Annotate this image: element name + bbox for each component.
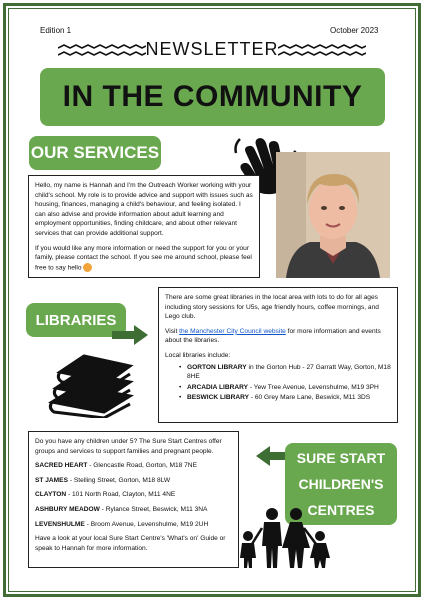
arrow-right-icon xyxy=(112,325,148,345)
family-icon xyxy=(232,506,336,568)
books-icon xyxy=(48,352,134,418)
libraries-text-box xyxy=(158,287,398,423)
libraries-list xyxy=(165,363,391,403)
services-paragraph-2: If you would like any more information or need the support for you or your family, please contact the school. If you see me around school, please feel free to say hello xyxy=(35,244,252,271)
list-item: • GORTON LIBRARY in the Gorton Hub - 27 Garratt Way, Gorton, M18 8HE xyxy=(179,363,391,382)
surestart-intro: Do you have any children under 5? The Sure Start Centres offer groups and services to support families and pregnant people. xyxy=(35,438,222,455)
services-paragraph-1: Hello, my name is Hannah and I'm the Outreach Worker working with your child's school. My role is to provide advice and support with issues such as housing, finances, managing a child's behaviour, and feeling isolated. I can also advise and provide information about adult learning and employment opportunities, finding childcare, and about other relevant services that can provide additional support. xyxy=(35,182,253,237)
list-item: CLAYTON - 101 North Road, Clayton, M11 4NE xyxy=(35,491,176,499)
smiley-emoji-icon xyxy=(83,263,92,272)
list-item: ST JAMES - Stelling Street, Gorton, M18 8LW xyxy=(35,476,171,484)
libraries-local-label: Local libraries include: xyxy=(165,351,231,359)
council-website-link[interactable]: the Manchester City Council website xyxy=(179,327,286,335)
title-banner xyxy=(40,68,385,126)
newsletter-heading: NEWSLETTER xyxy=(145,39,279,59)
zigzag-right-decoration xyxy=(278,44,366,58)
libraries-heading: LIBRARIES xyxy=(26,303,126,337)
list-item: LEVENSHULME - Broom Avenue, Levenshulme, M19 2UH xyxy=(35,520,209,528)
surestart-heading: SURE START CHILDREN'S CENTRES xyxy=(285,443,397,525)
list-item: ASHBURY MEADOW - Rylance Street, Beswick, M11 3NA xyxy=(35,505,208,513)
list-item: • BESWICK LIBRARY - 60 Grey Mare Lane, Beswick, M11 3DS xyxy=(179,393,391,403)
page-title: IN THE COMMUNITY xyxy=(62,80,363,113)
services-heading: OUR SERVICES xyxy=(29,136,161,170)
surestart-closing: Have a look at your local Sure Start Centre's 'What's on' Guide or speak to Hannah for more information. xyxy=(35,535,226,552)
libraries-visit: Visit the Manchester City Council website for more information and events about the libraries. xyxy=(165,327,381,345)
list-item: • ARCADIA LIBRARY - Yew Tree Avenue, Levenshulme, M19 3PH xyxy=(179,383,391,393)
services-text-box xyxy=(28,175,260,278)
list-item: SACRED HEART - Glencastle Road, Gorton, M18 7NE xyxy=(35,462,197,470)
libraries-intro: There are some great libraries in the local area with lots to do for all ages including story sessions for U5s, age friendly hours, coffee mornings, and Lego club. xyxy=(165,294,379,321)
date-label: October 2023 xyxy=(330,26,379,35)
outreach-worker-photo xyxy=(276,152,390,278)
surestart-text-box xyxy=(28,431,239,568)
edition-label: Edition 1 xyxy=(40,26,72,35)
